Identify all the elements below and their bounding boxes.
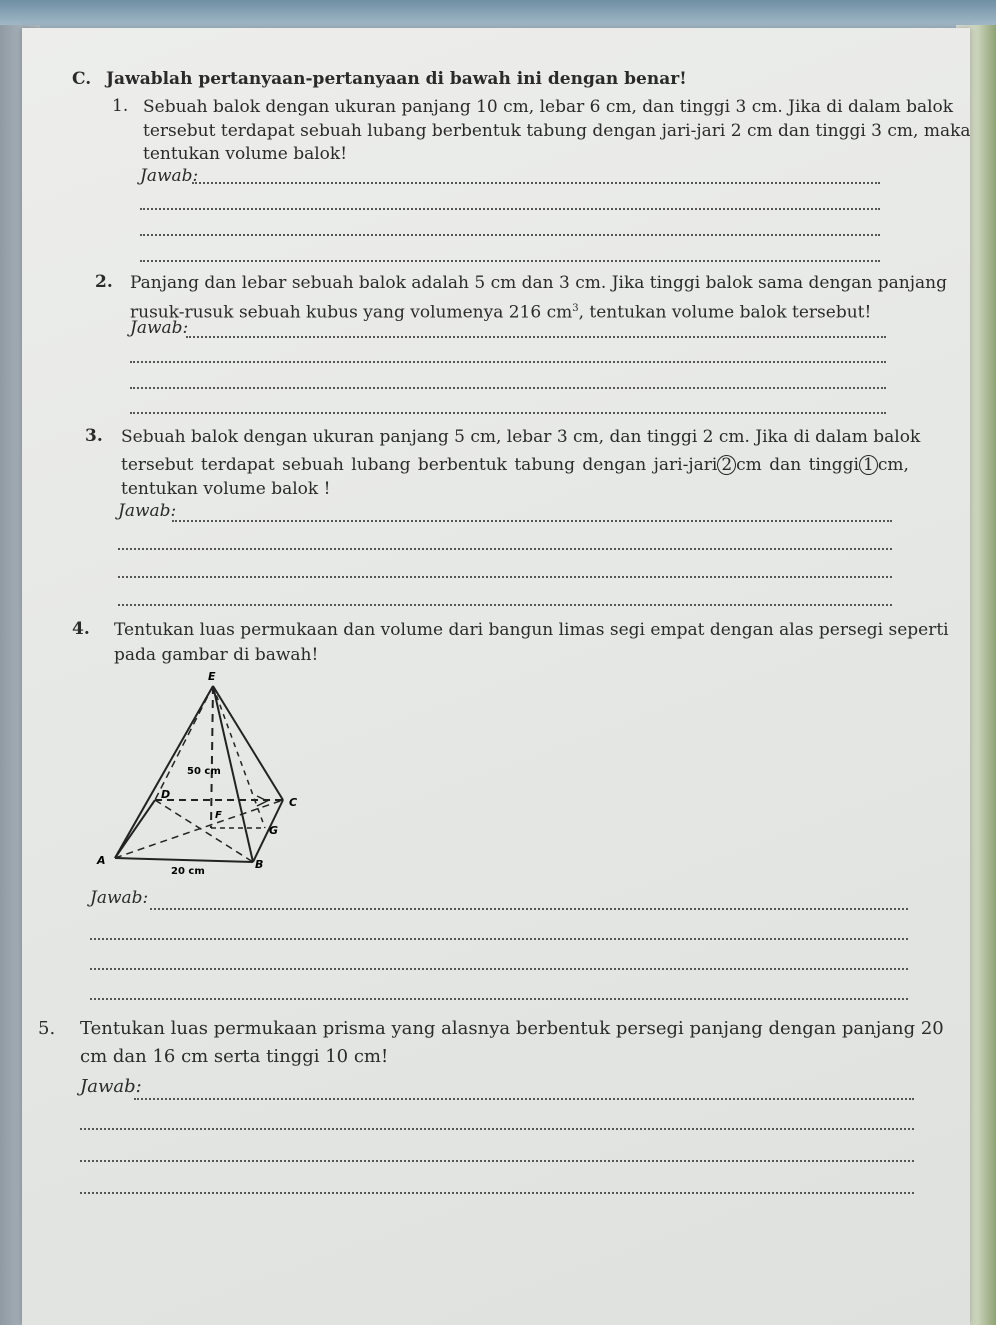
- vertex-label-f: F: [215, 810, 222, 821]
- question-3-line-2: tersebut terdapat sebuah lubang berbentuk tabung dengan jari-jari 2 cm dan tinggi 1 cm,: [121, 455, 909, 475]
- question-4-line-1: Tentukan luas permukaan dan volume dari bangun limas segi empat dengan alas persegi seperti: [114, 620, 949, 640]
- answer-label: Jawab:: [140, 166, 199, 186]
- height-label: 50 cm: [187, 766, 221, 777]
- answer-line[interactable]: [90, 968, 908, 970]
- answer-line[interactable]: [140, 260, 880, 262]
- question-1-line-1: Sebuah balok dengan ukuran panjang 10 cm, lebar 6 cm, dan tinggi 3 cm. Jika di dalam balok: [143, 97, 954, 117]
- question-number: 4.: [72, 619, 90, 639]
- question-1-line-3: tentukan volume balok!: [143, 144, 348, 164]
- answer-line[interactable]: [150, 908, 908, 910]
- circled-number: 2: [717, 455, 736, 475]
- answer-line[interactable]: [134, 1098, 914, 1100]
- answer-line[interactable]: [118, 548, 892, 550]
- question-3-line-1: Sebuah balok dengan ukuran panjang 5 cm, lebar 3 cm, dan tinggi 2 cm. Jika di dalam balok: [121, 427, 921, 447]
- vertex-label-g: G: [269, 824, 279, 837]
- vertex-label-b: B: [255, 858, 264, 871]
- answer-line[interactable]: [80, 1192, 914, 1194]
- answer-line[interactable]: [118, 576, 892, 578]
- vertex-label-e: E: [208, 670, 216, 683]
- section-title: Jawablah pertanyaan-pertanyaan di bawah ini dengan benar!: [106, 69, 687, 89]
- answer-line[interactable]: [140, 234, 880, 236]
- answer-line[interactable]: [80, 1160, 914, 1162]
- vertex-label-d: D: [161, 788, 171, 801]
- question-number: 1.: [112, 96, 129, 116]
- base-edge-ab: [115, 858, 253, 862]
- question-2-line-1: Panjang dan lebar sebuah balok adalah 5 cm dan 3 cm. Jika tinggi balok sama dengan panjang: [130, 273, 947, 293]
- answer-line[interactable]: [172, 520, 892, 522]
- question-5-line-1: Tentukan luas permukaan prisma yang alasnya berbentuk persegi panjang dengan panjang 20: [80, 1018, 944, 1039]
- question-3-line-3: tentukan volume balok !: [121, 479, 331, 499]
- question-5-line-2: cm dan 16 cm serta tinggi 10 cm!: [80, 1046, 389, 1067]
- question-number: 5.: [38, 1018, 56, 1039]
- base-diagonal: [155, 800, 253, 862]
- answer-label: Jawab:: [90, 888, 149, 908]
- question-4-line-2: pada gambar di bawah!: [114, 645, 319, 665]
- vertex-label-c: C: [289, 796, 298, 809]
- answer-line[interactable]: [140, 208, 880, 210]
- answer-label: Jawab:: [80, 1076, 142, 1097]
- answer-line[interactable]: [80, 1128, 914, 1130]
- answer-line[interactable]: [186, 336, 886, 338]
- answer-line[interactable]: [130, 387, 886, 389]
- pyramid-height: [211, 686, 213, 828]
- answer-label: Jawab:: [118, 501, 177, 521]
- answer-line[interactable]: [130, 412, 886, 414]
- question-2-line-2: rusuk-rusuk sebuah kubus yang volumenya 216 $cm^3$, tentukan volume balok tersebut!: [130, 302, 872, 323]
- question-1-line-2: tersebut terdapat sebuah lubang berbentuk tabung dengan jari-jari 2 cm dan tinggi 3 cm, maka: [143, 121, 971, 141]
- pyramid-figure: [95, 668, 315, 878]
- question-number: 3.: [85, 426, 103, 446]
- answer-line[interactable]: [118, 604, 892, 606]
- answer-line[interactable]: [90, 938, 908, 940]
- base-length-label: 20 cm: [171, 866, 205, 877]
- arrow-mark: [257, 796, 267, 806]
- section-label: C.: [72, 69, 92, 89]
- circled-number: 1: [859, 455, 878, 475]
- answer-line[interactable]: [130, 361, 886, 363]
- answer-label: Jawab:: [130, 318, 189, 338]
- vertex-label-a: A: [97, 854, 106, 867]
- question-number: 2.: [95, 272, 113, 292]
- answer-line[interactable]: [90, 998, 908, 1000]
- answer-line[interactable]: [192, 182, 880, 184]
